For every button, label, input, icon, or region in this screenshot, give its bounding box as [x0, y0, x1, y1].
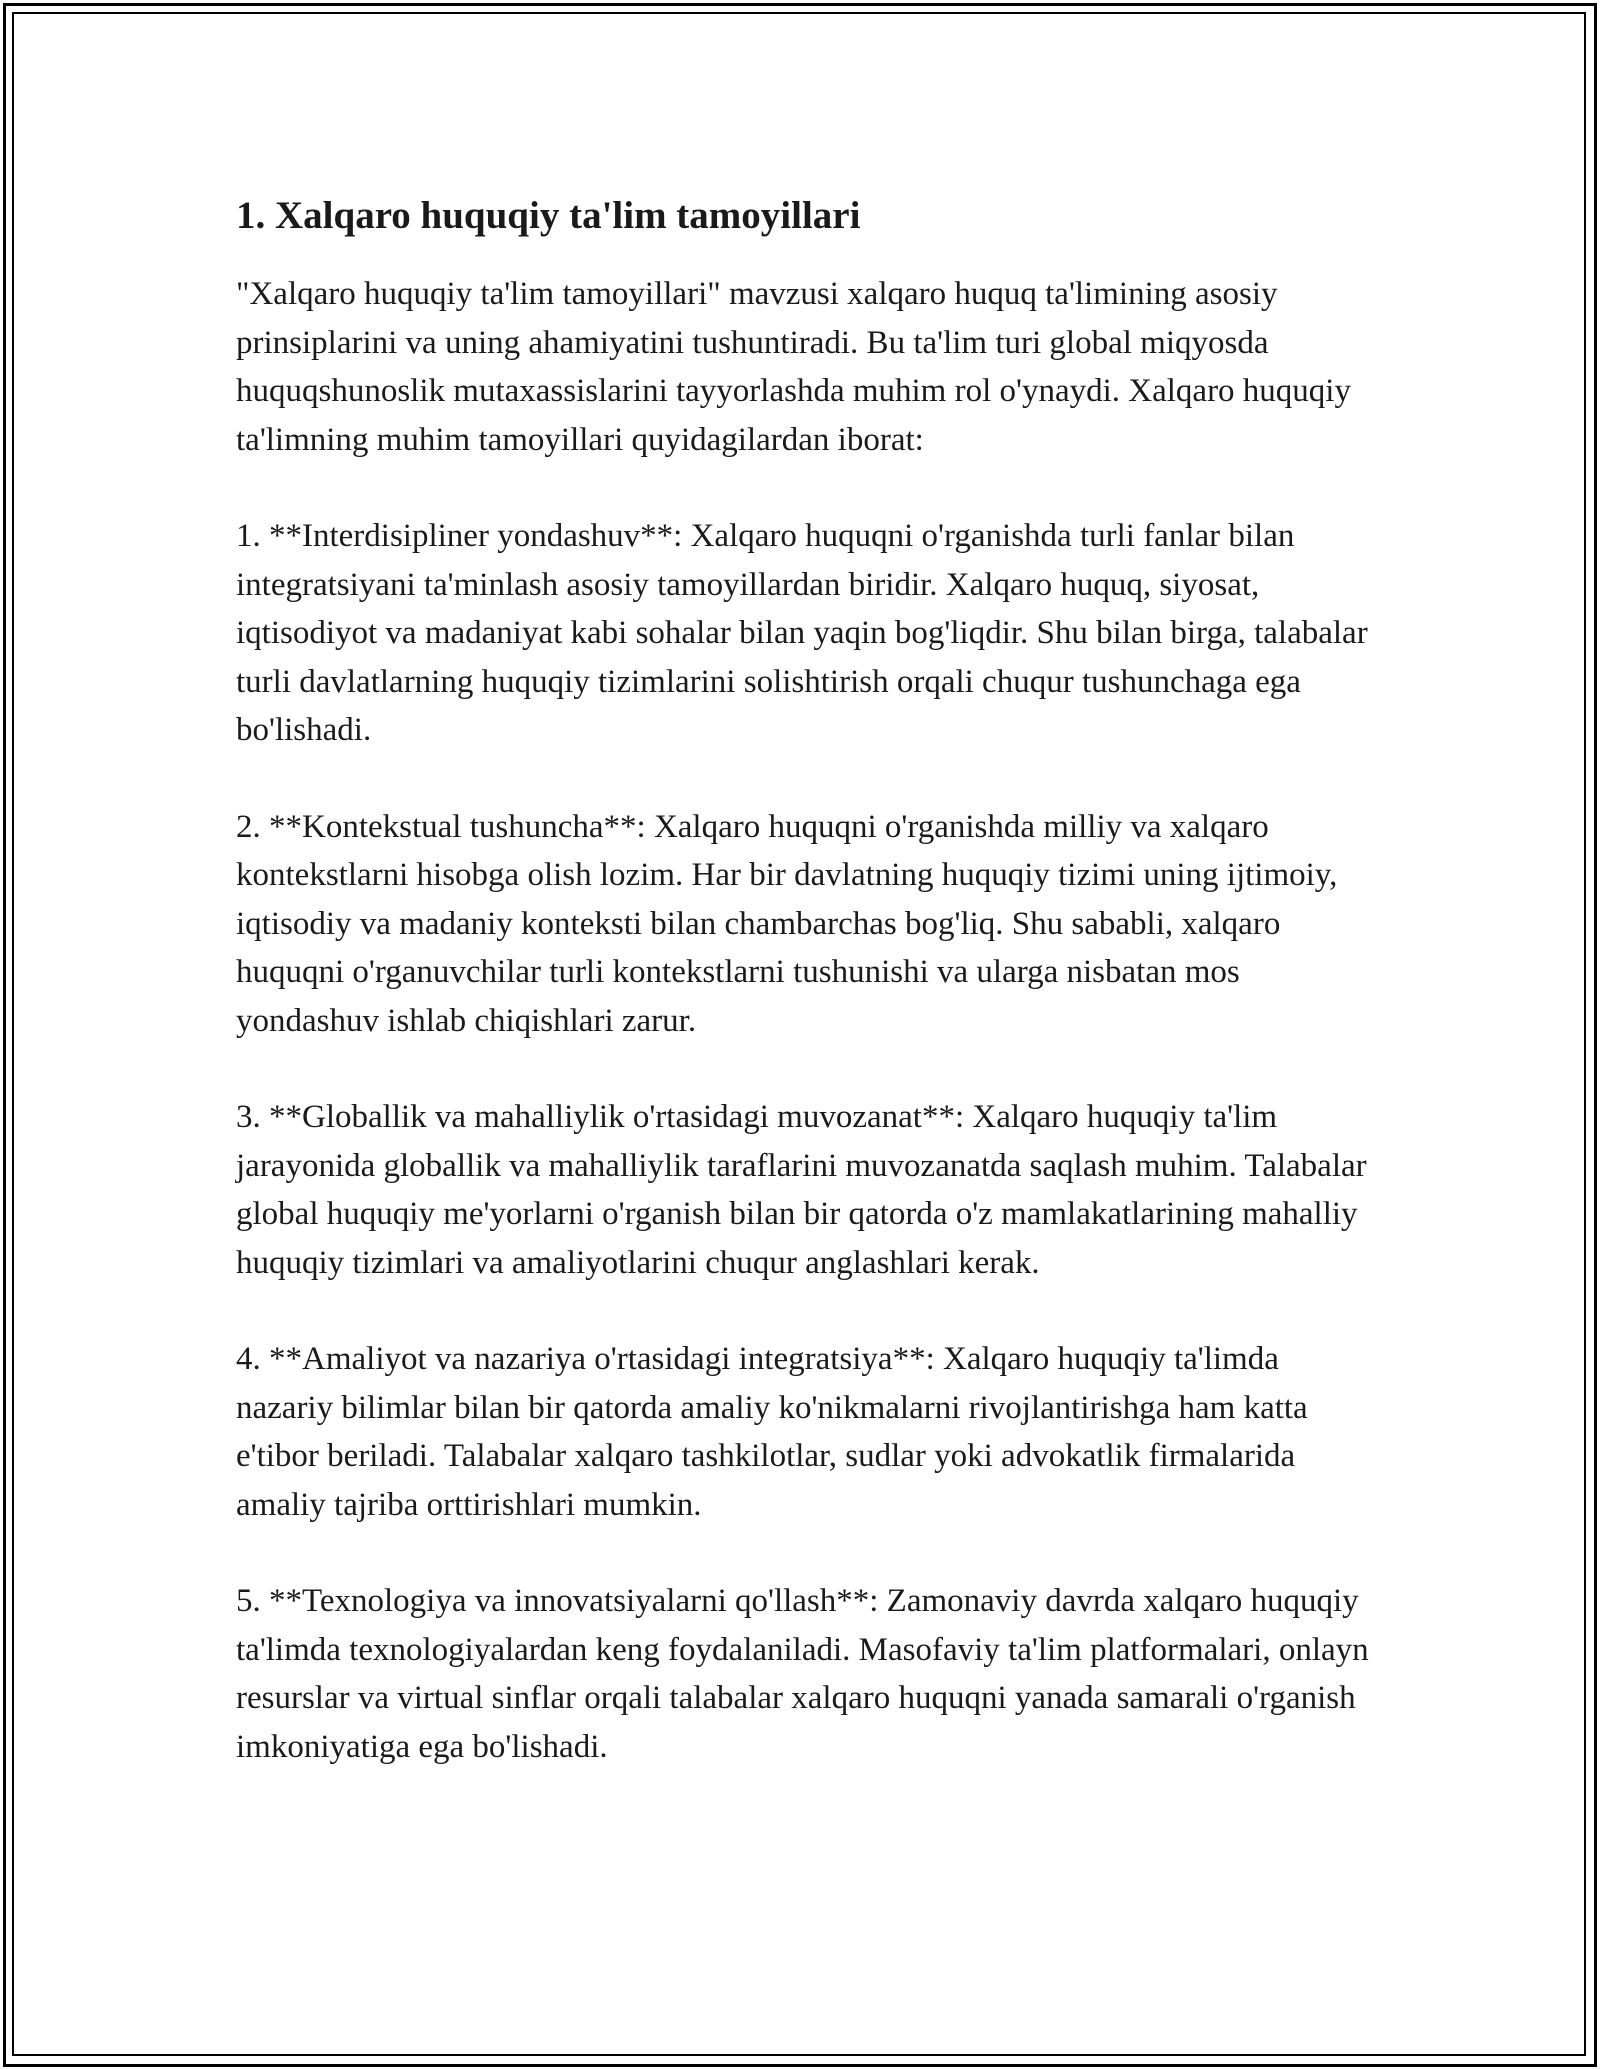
- document-body: [236, 188, 1376, 1819]
- principle-paragraph-1: 1. **Interdisipliner yondashuv**: Xalqaro huquqni o'rganishda turli fanlar bilan integratsiyani ta'minlash asosiy tamoyillardan biridir. Xalqaro huquq, siyosat, iqtisodiyot va madaniyat kabi sohalar bilan yaqin bog'liqdir. Shu bilan birga, talabalar turli davlatlarning huquqiy tizimlarini solishtirish orqali chuqur tushunchaga ega bo'lishadi.: [236, 518, 1368, 748]
- intro-paragraph: "Xalqaro huquqiy ta'lim tamoyillari" mavzusi xalqaro huquq ta'limining asosiy prinsiplarini va uning ahamiyatini tushuntiradi. Bu ta'lim turi global miqyosda huquqshunoslik mutaxassislarini tayyorlashda muhim rol o'ynaydi. Xalqaro huquqiy ta'limning muhim tamoyillari quyidagilardan iborat:: [236, 276, 1351, 458]
- principle-paragraph-2: 2. **Kontekstual tushuncha**: Xalqaro huquqni o'rganishda milliy va xalqaro kontekstlarni hisobga olish lozim. Har bir davlatning huquqiy tizimi uning ijtimoiy, iqtisodiy va madaniy konteksti bilan chambarchas bog'liq. Shu sababli, xalqaro huquqni o'rganuvchilar turli kontekstlarni tushunishi va ularga nisbatan mos yondashuv ishlab chiqishlari zarur.: [236, 808, 1338, 1039]
- principle-paragraph-5: 5. **Texnologiya va innovatsiyalarni qo'llash**: Zamonaviy davrda xalqaro huquqiy ta'limda texnologiyalardan keng foydalaniladi. Masofaviy ta'lim platformalari, onlayn resurslar va virtual sinflar orqali talabalar xalqaro huquqni yanada samarali o'rganish imkoniyatiga ega bo'lishadi.: [236, 1583, 1369, 1765]
- principle-paragraph-4: 4. **Amaliyot va nazariya o'rtasidagi integratsiya**: Xalqaro huquqiy ta'limda nazariy bilimlar bilan bir qatorda amaliy ko'nikmalarni rivojlantirishga ham katta e'tibor beriladi. Talabalar xalqaro tashkilotlar, sudlar yoki advokatlik firmalarida amaliy tajriba orttirishlari mumkin.: [236, 1341, 1308, 1523]
- principle-paragraph-3: 3. **Globallik va mahalliylik o'rtasidagi muvozanat**: Xalqaro huquqiy ta'lim jarayonida globallik va mahalliylik taraflarini muvozanatda saqlash muhim. Talabalar global huquqiy me'yorlarni o'rganish bilan bir qatorda o'z mamlakatlarining mahalliy huquqiy tizimlari va amaliyotlarini chuqur anglashlari kerak.: [236, 1099, 1367, 1281]
- section-heading: 1. Xalqaro huquqiy ta'lim tamoyillari: [236, 194, 861, 237]
